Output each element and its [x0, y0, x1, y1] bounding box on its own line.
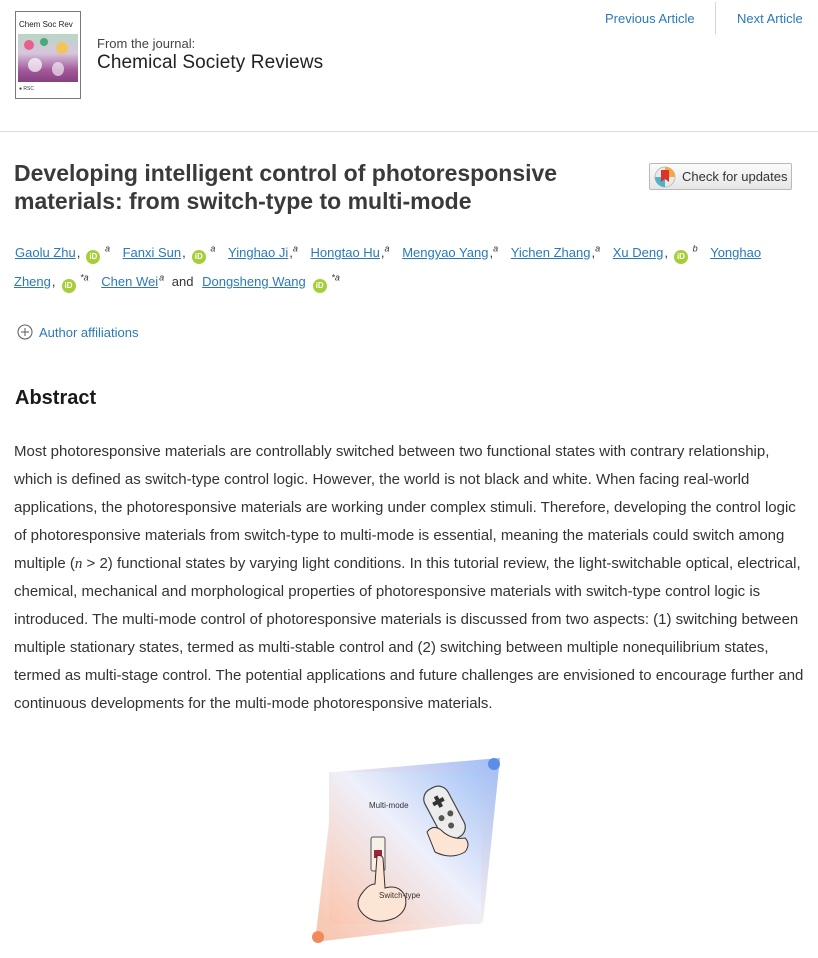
from-journal-label: From the journal: [97, 36, 196, 51]
affiliation-marker: a [159, 272, 165, 283]
journal-name-link[interactable]: Chemical Society Reviews [97, 52, 324, 73]
graphic-corner-orange [312, 931, 324, 943]
abstract-text: Most photoresponsive materials are controllably switched between two functional states with contrary relationship, which is defined as switch-type control logic. However, the world is not black and white. When facing real-world applications, the photoresponsive materials are working under complex stimuli. Therefore, developing the control logic of photoresponsive materials from switch-type to multi-mode is essential, meaning the materials could switch among multiple (n > 2) functional states by varying light conditions. In this tutorial review, the light-switchable optical, electrical, chemical, mechanical and morphological properties of photoresponsive materials with switch-type control logic is introduced. The multi-mode control of photoresponsive materials is discussed from two aspects: (1) switching between multiple stationary states, termed as multi-stable control and (2) switching between multiple nonequilibrium states, termed as multi-stage control. The potential applications and future challenges are envisioned to encourage further and continuous developments for the multi-mode photoresponsive materials. [14, 443, 804, 712]
check-for-updates-label: Check for updates [682, 169, 788, 184]
author-entry [100, 274, 164, 289]
author-link[interactable]: Yinghao Ji [228, 245, 289, 260]
orcid-icon[interactable]: iD [313, 279, 327, 293]
cover-title: Chem Soc Rev [19, 20, 73, 29]
affiliation-marker: a [493, 243, 499, 254]
author-entry [201, 274, 340, 289]
author-affiliations-label: Author affiliations [39, 324, 139, 340]
and-word: and [171, 274, 194, 289]
cover-artwork [18, 34, 78, 82]
author-entry: Hongtao Hu,$^a$ [310, 243, 390, 260]
article-title: Developing intelligent control of photoresponsive materials: from switch-type to multi-mode [14, 160, 558, 214]
plus-circle-icon [17, 324, 33, 340]
previous-article-link[interactable]: Previous Article [605, 11, 695, 26]
author-affiliations-toggle[interactable] [17, 324, 139, 340]
orcid-icon[interactable]: iD [62, 279, 76, 293]
affiliation-marker: *a [331, 272, 340, 283]
graphic-corner-blue [488, 758, 500, 770]
journal-cover-image[interactable] [15, 11, 81, 99]
affiliation-marker: a [292, 243, 298, 254]
nav-divider [715, 2, 716, 34]
author-entry: Yonghao Zheng, iD $^{*a}$ [14, 245, 761, 289]
orcid-icon[interactable]: iD [674, 250, 688, 264]
author-entry: Mengyao Yang,$^a$ [402, 243, 499, 260]
affiliation-marker: a [210, 243, 216, 254]
author-link[interactable]: Dongsheng Wang [202, 274, 306, 289]
rsc-logo: ● RSC [19, 86, 34, 92]
author-entry: Xu Deng, iD $^b$ [612, 245, 698, 260]
affiliation-marker: a [384, 243, 390, 254]
orcid-icon[interactable]: iD [86, 250, 100, 264]
author-link[interactable]: Mengyao Yang [402, 245, 489, 260]
author-link[interactable]: Yonghao Zheng [14, 245, 762, 289]
affiliation-marker: a [595, 243, 601, 254]
orcid-icon[interactable]: iD [192, 250, 206, 264]
author-entry: Yinghao Ji,$^a$ [228, 243, 298, 260]
author-link[interactable]: Xu Deng [612, 245, 664, 260]
author-list [14, 238, 804, 296]
affiliation-marker: *a [80, 272, 89, 283]
graphical-abstract[interactable] [305, 752, 515, 952]
author-entry: Fanxi Sun, iD $^a$ [122, 245, 216, 260]
author-entry: Gaolu Zhu, iD $^a$ [14, 245, 110, 260]
affiliation-marker: a [104, 243, 110, 254]
abstract-heading: Abstract [15, 387, 97, 409]
crossmark-icon [654, 166, 676, 188]
variable-n: n [74, 556, 83, 572]
journal-header [0, 0, 818, 132]
next-article-link[interactable]: Next Article [737, 11, 803, 26]
author-link[interactable]: Chen Wei [101, 274, 159, 289]
affiliation-marker: b [692, 243, 698, 254]
author-entry: Yichen Zhang,$^a$ [510, 243, 601, 260]
check-for-updates-button[interactable] [649, 163, 792, 190]
author-link[interactable]: Fanxi Sun [122, 245, 182, 260]
author-link[interactable]: Hongtao Hu [310, 245, 380, 260]
author-link[interactable]: Gaolu Zhu [15, 245, 76, 260]
multi-mode-label: Multi-mode [369, 801, 409, 810]
switch-type-label: Switch-type [379, 891, 421, 900]
author-link[interactable]: Yichen Zhang [510, 245, 591, 260]
